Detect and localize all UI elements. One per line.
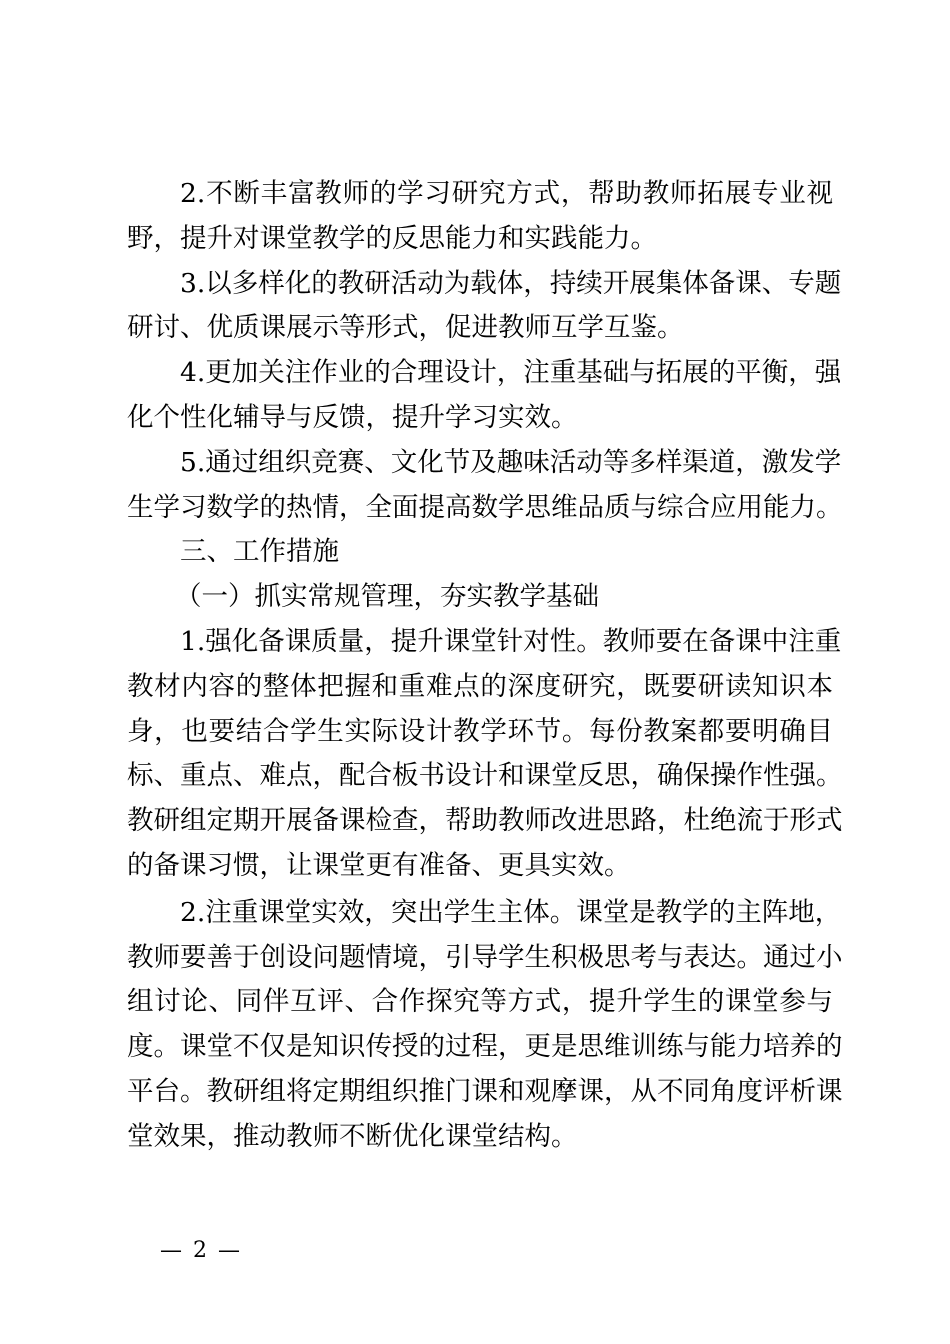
text-line: 3.以多样化的教研活动为载体，持续开展集体备课、专题	[180, 267, 842, 299]
text-line: 化个性化辅导与反馈，提升学习实效。	[127, 401, 578, 433]
text-line: 教师要善于创设问题情境，引导学生积极思考与表达。通过小	[127, 941, 843, 973]
text-line: 4.更加关注作业的合理设计，注重基础与拓展的平衡，强	[180, 357, 842, 389]
text-line: 研讨、优质课展示等形式，促进教师互学互鉴。	[127, 312, 684, 344]
text-line: 生学习数学的热情，全面提高数学思维品质与综合应用能力。	[127, 491, 843, 523]
text-line: 教研组定期开展备课检查，帮助教师改进思路，杜绝流于形式	[127, 805, 843, 837]
document-body	[127, 172, 843, 1160]
text-line: 平台。教研组将定期组织推门课和观摩课，从不同角度评析课	[127, 1075, 843, 1107]
text-line: 堂效果，推动教师不断优化课堂结构。	[127, 1120, 578, 1152]
text-line: 的备课习惯，让课堂更有准备、更具实效。	[127, 849, 631, 881]
text-line: 身，也要结合学生实际设计教学环节。每份教案都要明确目	[127, 715, 833, 747]
paragraph-measure-1	[127, 620, 843, 889]
text-line: 度。课堂不仅是知识传授的过程，更是思维训练与能力培养的	[127, 1031, 843, 1063]
text-line: 5.通过组织竞赛、文化节及趣味活动等多样渠道，激发学	[180, 446, 842, 478]
text-line: 1.强化备课质量，提升课堂针对性。教师要在备课中注重	[180, 625, 842, 657]
text-line: 2.不断丰富教师的学习研究方式，帮助教师拓展专业视	[180, 178, 833, 209]
section-heading: 三、工作措施	[180, 536, 339, 568]
text-line: 教材内容的整体把握和重难点的深度研究，既要研读知识本	[127, 670, 833, 702]
text-line: 野，提升对课堂教学的反思能力和实践能力。	[127, 222, 657, 254]
subsection-heading: （一）抓实常规管理，夯实教学基础	[175, 581, 599, 613]
paragraph-goal-3	[127, 262, 842, 352]
text-line: 组讨论、同伴互评、合作探究等方式，提升学生的课堂参与	[127, 986, 833, 1018]
paragraph-measure-2	[127, 891, 843, 1160]
page-number: — 2 —	[160, 1238, 242, 1263]
text-line: 标、重点、难点，配合板书设计和课堂反思，确保操作性强。	[127, 760, 843, 792]
paragraph-goal-2	[127, 172, 833, 262]
paragraph-goal-5	[127, 441, 843, 531]
text-line: 2.注重课堂实效，突出学生主体。课堂是教学的主阵地，	[180, 896, 842, 928]
paragraph-goal-4	[127, 351, 842, 441]
